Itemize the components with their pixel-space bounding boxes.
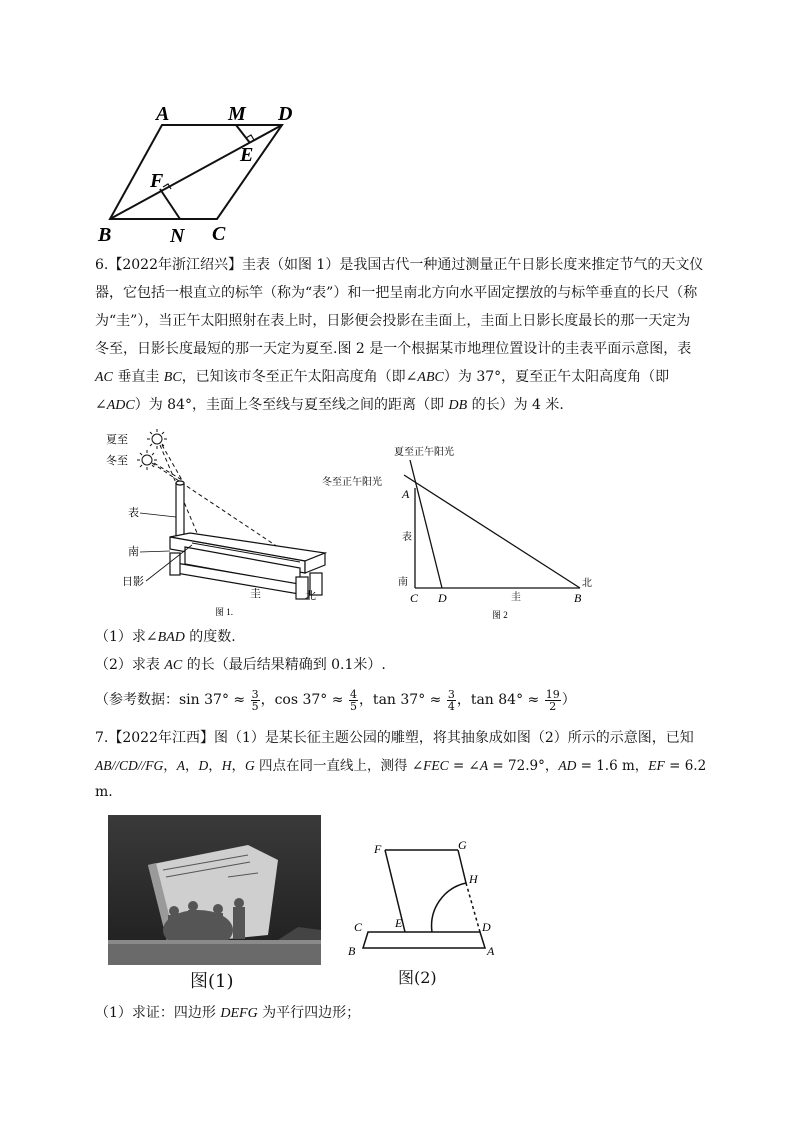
label-d: D (438, 591, 447, 605)
q6-reference-data (95, 687, 576, 713)
q7-text: ， (185, 758, 199, 774)
q7-var-defg: DEFG (220, 1006, 258, 1021)
caption-fig1: 图 1. (215, 607, 234, 617)
q6-text: ，已知该市冬至正午太阳高度角（即∠ (181, 369, 418, 385)
q7-text: = ∠ (448, 758, 480, 774)
label-nan: 南 (128, 546, 139, 558)
label-riying: 日影 (122, 576, 144, 588)
label-e: E (395, 916, 403, 930)
q6-text: （参考数据：sin 37° ≈ (95, 692, 250, 708)
caption-fig2: 图 2 (492, 610, 508, 620)
label-b: B (574, 591, 582, 605)
label-d: D (278, 103, 293, 125)
q6-line-3: 为“圭”），当正午太阳照射在表上时，日影便会投影在圭面上，圭面上日影长度最长的那一天定为 (95, 313, 691, 329)
gnomon-pole (176, 483, 184, 541)
q7-var: A (479, 758, 489, 773)
q6-var-bc: BC (163, 370, 182, 385)
foot-left (170, 553, 180, 575)
label-gui: 圭 (511, 592, 521, 603)
label-bei: 北 (582, 578, 592, 589)
q7-text: ， (231, 758, 245, 774)
q6-text: ） (561, 692, 576, 708)
segment-me (236, 125, 250, 143)
arc-h (432, 883, 466, 932)
q6-var-db: DB (448, 398, 468, 413)
sun-icon-winter (137, 450, 157, 470)
sculpture-diagram (340, 835, 510, 960)
label-c: C (354, 920, 363, 934)
q6-text: （1）求∠ (95, 629, 158, 645)
label-g: G (458, 838, 467, 852)
q7-line-1: 7.【2022年江西】图（1）是某长征主题公园的雕塑，将其抽象成如图（2）所示的示意图，已知 (95, 730, 694, 746)
label-e: E (240, 144, 254, 166)
label-f: F (374, 842, 382, 856)
q6-text: ，cos 37° ≈ (260, 692, 348, 708)
sculpture-photo (108, 815, 321, 965)
base-abcd (363, 932, 485, 948)
q7-var: AD (558, 758, 577, 773)
label-bei: 北 (305, 590, 316, 602)
q7-text: 为平行四边形； (257, 1005, 361, 1021)
segment-fn (160, 189, 180, 219)
label-b: B (348, 944, 356, 958)
fraction-4-5: $\frac{4}{5}$ (349, 687, 357, 713)
label-gui: 圭 (250, 588, 261, 600)
q6-text: ）为 84°，圭面上冬至线与夏至线之间的距离（即 (134, 397, 449, 413)
q6-line-6 (95, 395, 564, 416)
q7-text: = 6.2 (664, 758, 707, 774)
label-d: D (482, 920, 491, 934)
q6-text: 的长）为 4 米. (467, 397, 564, 413)
label-h: H (469, 872, 478, 886)
diagram-caption: 图(2) (398, 968, 437, 987)
fraction-3-5: $\frac{3}{5}$ (251, 687, 259, 713)
q7-var: D (198, 758, 209, 773)
q6-text: 的长（最后结果精确到 0.1米）. (182, 657, 386, 673)
q7-var: EF (648, 758, 665, 773)
q6-var-ac: AC (95, 370, 113, 385)
q6-text: 的度数. (184, 629, 236, 645)
label-c: C (212, 223, 226, 245)
q7-text: 四点在同一直线上，测得 ∠ (254, 758, 424, 774)
label-a: A (402, 487, 410, 501)
summer-ray-2 (162, 445, 182, 480)
segment-hd (466, 883, 480, 932)
photo-caption: 图(1) (190, 971, 234, 992)
q7-var: H (221, 758, 232, 773)
label-biao: 表 (128, 507, 139, 519)
q7-text: ， (208, 758, 222, 774)
q7-line-3: m. (95, 784, 113, 800)
label-biao: 表 (402, 532, 412, 543)
q6-text: 垂直圭 (112, 369, 164, 385)
label-dongzhi: 冬至 (106, 455, 128, 467)
winter-sun-line (404, 475, 580, 588)
label-n: N (170, 225, 185, 247)
sculpture-photo-image (108, 815, 321, 965)
q6-text: ，tan 84° ≈ (456, 692, 544, 708)
q6-line-2: 器，它包括一根直立的标竿（称为“表”）和一把呈南北方向水平固定摆放的与标竿垂直的长尺（称 (95, 285, 698, 301)
q6-line-4: 冬至，日影长度最短的那一天定为夏至.图 2 是一个根据某市地理位置设计的圭表平面示意图，表 (95, 341, 692, 357)
q6-text: （2）求表 (95, 657, 165, 673)
q7-text: = 72.9°， (488, 758, 559, 774)
q6-line-1: 6.【2022年浙江绍兴】圭表（如图 1）是我国古代一种通过测量正午日影长度来推定节气的天文仪 (95, 257, 704, 273)
q6-line-5 (95, 367, 669, 388)
q6-var-bad: BAD (157, 630, 185, 645)
winter-ray-2 (154, 463, 182, 480)
q6-text: ∠ (95, 397, 107, 413)
label-c: C (410, 591, 419, 605)
label-a: A (487, 944, 495, 958)
label-m: M (228, 103, 246, 125)
segment-gh (458, 850, 466, 883)
label-dongzhi-sun: 冬至正午阳光 (322, 477, 382, 488)
q6-var-abc: ABC (417, 370, 444, 385)
gnomon-figure-2 (318, 440, 618, 620)
q7-line-2 (95, 756, 706, 776)
label-a: A (156, 103, 170, 125)
gnomon-figure-1 (100, 425, 340, 620)
label-xiazhi-sun: 夏至正午阳光 (394, 447, 454, 458)
q6-var-adc: ADC (106, 398, 135, 413)
q7-var: G (245, 758, 255, 773)
q7-var: FEC (423, 758, 449, 773)
q7-text: ， (163, 758, 177, 774)
sun-icon-summer (147, 429, 167, 449)
fraction-3-4: $\frac{3}{4}$ (447, 687, 455, 713)
parallelogram-figure (90, 95, 310, 250)
fraction-19-2: $\frac{19}{2}$ (545, 687, 560, 713)
gnomon-top (176, 481, 184, 485)
q7-var: A (176, 758, 185, 773)
q6-text: ）为 37°，夏至正午太阳高度角（即 (443, 369, 670, 385)
label-nan: 南 (398, 577, 408, 588)
q7-text: （1）求证：四边形 (95, 1005, 221, 1021)
q6-text: ，tan 37° ≈ (358, 692, 446, 708)
label-b: B (98, 224, 112, 246)
q7-var: AB//CD//FG (95, 758, 164, 773)
q7-text: = 1.6 m， (576, 758, 649, 774)
label-xiazhi: 夏至 (106, 434, 128, 446)
label-f: F (150, 170, 164, 192)
q6-var-ac-2: AC (164, 658, 183, 673)
q6-sub-2 (95, 655, 386, 676)
q6-sub-1 (95, 627, 236, 648)
q7-sub-1 (95, 1003, 360, 1024)
